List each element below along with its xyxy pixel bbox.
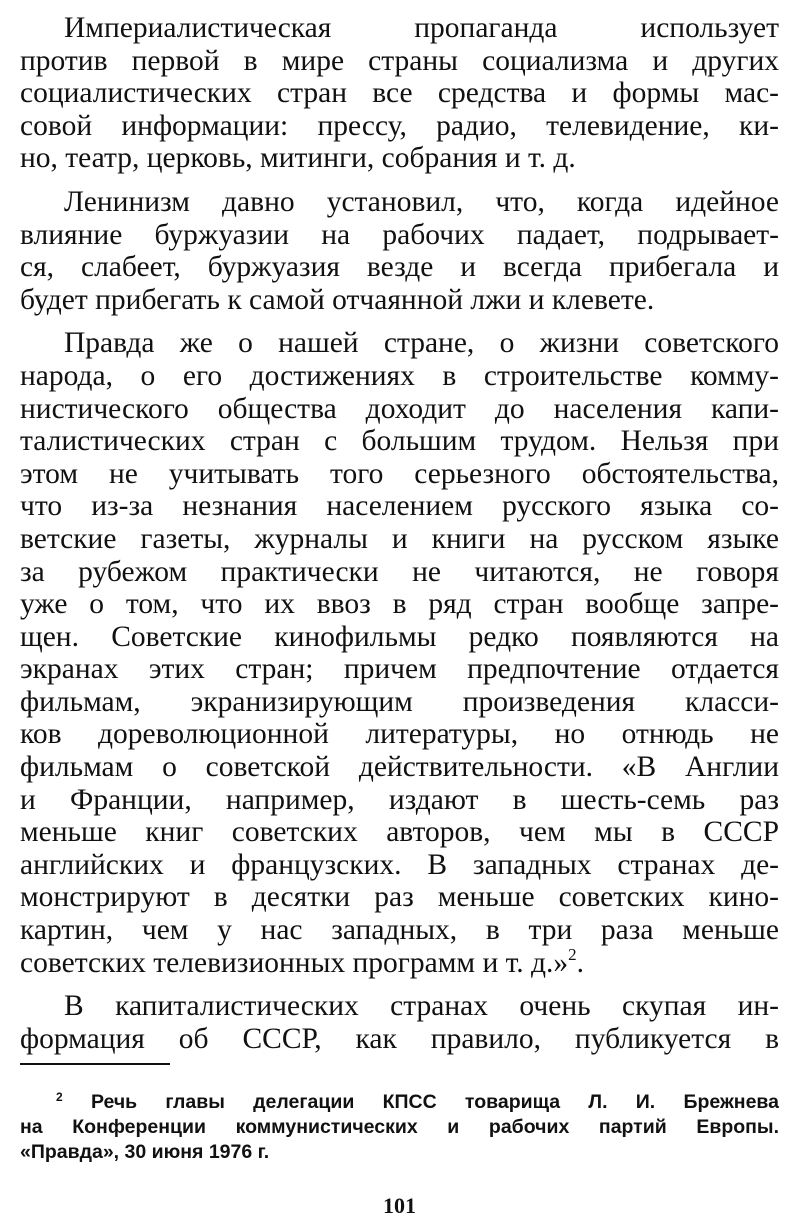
footnote-line <box>20 1090 779 1115</box>
text-line: экранах этих стран; причем предпочтение отдается <box>20 653 779 686</box>
text-line: ков дореволюционной литературы, но отнюдь не <box>20 718 779 751</box>
text-line: социалистических стран все средства и формы мас- <box>20 77 779 110</box>
footnote-divider <box>20 1063 170 1065</box>
footnote-text: Речь главы делегации КПСС товарища Л. И. Брежнева <box>90 1091 779 1113</box>
footnote-reference[interactable]: 2 <box>568 944 577 964</box>
text-line: фильмам, экранизирующим произведения класси- <box>20 685 779 718</box>
text-line: ся, слабеет, буржуазия везде и всегда прибегала и <box>20 251 779 284</box>
paragraph-3 <box>20 327 779 979</box>
paragraph-4 <box>20 990 779 1055</box>
text-line: талистических стран с большим трудом. Нельзя при <box>20 425 779 458</box>
paragraph-1 <box>20 12 779 175</box>
paragraph-2 <box>20 186 779 316</box>
text-line: будет прибегать к самой отчаянной лжи и клевете. <box>20 283 655 316</box>
text-line: против первой в мире страны социализма и других <box>20 44 779 77</box>
text-line: но, театр, церковь, митинги, собрания и т. д. <box>20 142 576 175</box>
text-line: Империалистическая пропаганда использует <box>64 12 779 44</box>
footnote-line: «Правда», 30 июня 1976 г. <box>20 1141 270 1163</box>
text-line: меньше книг советских авторов, чем мы в СССР <box>20 816 779 849</box>
footnote-line: на Конференции коммунистических и рабочих партий Европы. <box>20 1116 779 1138</box>
footnote <box>20 1090 779 1165</box>
text-line: фильмам о советской действительности. «В Англии <box>20 751 779 784</box>
text-line: этом не учитывать того серьезного обстоятельства, <box>20 457 779 490</box>
text-line: и Франции, например, издают в шесть-семь раз <box>20 783 779 816</box>
text-line: ветские газеты, журналы и книги на русском языке <box>20 522 779 555</box>
main-text <box>20 12 779 1055</box>
text-line: В капиталистических странах очень скупая ин- <box>64 990 779 1023</box>
text-line: щен. Советские кинофильмы редко появляются на <box>20 620 779 653</box>
footnote-marker: 2 <box>56 1090 63 1104</box>
text-line: влияние буржуазии на рабочих падает, подрывает- <box>20 218 779 251</box>
text-line: картин, чем у нас западных, в три раза меньше <box>20 914 779 947</box>
text-line: народа, о его достижениях в строительстве комму- <box>20 359 779 392</box>
text-line: уже о том, что их ввоз в ряд стран вообще запре- <box>20 588 779 621</box>
text-line: формация об СССР, как правило, публикуется в <box>20 1022 779 1055</box>
text-line: что из-за незнания населением русского языка со- <box>20 490 779 523</box>
text-line: за рубежом практически не читаются, не говоря <box>20 555 779 588</box>
text-line: советских телевизионных программ и т. д.» <box>20 946 569 979</box>
text-line: Правда же о нашей стране, о жизни советского <box>64 327 779 360</box>
text-line: английских и французских. В западных странах де- <box>20 848 779 881</box>
text-line: нистического общества доходит до населения капи- <box>20 392 779 425</box>
text-line: совой информации: прессу, радио, телевидение, ки- <box>20 109 779 142</box>
text-line: монстрируют в десятки раз меньше советских кино- <box>20 881 779 914</box>
text-line-with-footnote: советских телевизионных программ и т. д.»$^2$. <box>20 944 585 979</box>
text-line: Ленинизм давно установил, что, когда идейное <box>64 185 779 218</box>
page-number: 101 <box>383 1193 416 1218</box>
